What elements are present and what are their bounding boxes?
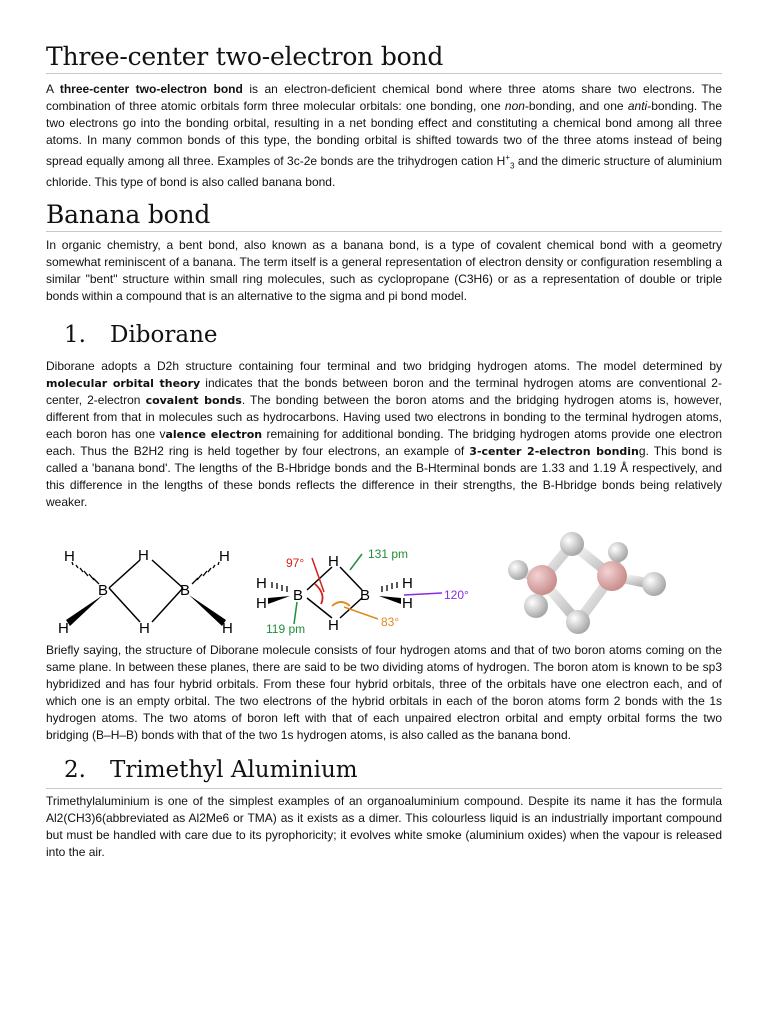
- paragraph-diborane: Diborane adopts a D2h structure containing four terminal and two bridging hydrogen atoms. The model determined by molecular orbital theory indicates that the bonds between boron and the terminal hydrogen atoms are conventional 2-center, 2-electron covalent bonds. The bonding between the boron atoms and the bridging hydrogen atoms is, however, different from that in molecules such as hydrocarbons. Having used two electrons in bonding to the terminal hydrogen atoms, each boron has one valence electron remaining for additional bonding. The bridging hydrogen atoms provide one electron each. Thus the B2H2 ring is held together by four electrons, an example of 3-center 2-electron bonding. This bond is called a 'banana bond'. The lengths of the B-Hbridge bonds and the B-Hterminal bonds are 1.33 and 1.19 Å respectively, and this difference in the lengths of these bonds reflects the difference in their strengths, the B-Hbridge bonds being relatively weaker.: [46, 359, 722, 509]
- term-covalent-bonds: covalent bonds: [145, 394, 242, 407]
- paragraph-three-center-bond: A three-center two-electron bond is an electron-deficient chemical bond where three atoms share two electrons. The combination of three atomic orbitals form three molecular orbitals: one bonding, one non-bonding, and one anti-bonding. The two electrons go into the bonding orbital, resulting in a net bonding effect and constituting a chemical bond among all three atoms. In many common bonds of this type, the bonding orbital is shifted towards two of the three atoms instead of being spread equally among all three. Examples of 3c-2e bonds are the trihydrogen cation $H^+_3$ and the dimeric structure of aluminium chloride. This type of bond is also called banana bond.: [46, 82, 722, 190]
- term-mo-theory: molecular orbital theory: [46, 377, 201, 390]
- term-3c2e-bonding: 3-center 2-electron bondin: [469, 445, 639, 458]
- atom-h-label: H: [222, 620, 233, 637]
- term-three-center-bond: three-center two-electron bond: [59, 82, 243, 96]
- paragraph-banana-bond: In organic chemistry, a bent bond, also known as a banana bond, is a type of covalent chemical bond with a geometry somewhat reminiscent of a banana. The term itself is a general representation of electron density or configuration resembling a similar "bent" structure within small ring molecules, such as cyclopropane (C3H6) or as a representation of double or triple bonds within a compound that is an alternative to the sigma and pi bond model.: [46, 238, 722, 303]
- atom-b-label: B: [98, 582, 109, 599]
- term-valence-electron: alence electron: [165, 428, 263, 441]
- diborane-annotated-figure: [252, 540, 482, 640]
- atom-h-label: H: [256, 575, 267, 592]
- atom-b-label: B: [360, 587, 371, 604]
- atom-h-label: H: [328, 553, 339, 570]
- heading-rule: [46, 788, 722, 789]
- atom-h-label: H: [328, 617, 339, 634]
- atom-h-label: H: [256, 595, 267, 612]
- heading-rule: [46, 73, 722, 74]
- heading-trimethyl-aluminium: 2. Trimethyl Aluminium: [64, 757, 358, 783]
- length-label: 131 pm: [368, 547, 409, 561]
- heading-diborane: 1. Diborane: [64, 322, 218, 348]
- atom-h-label: H: [138, 547, 149, 564]
- atom-h-label: H: [58, 620, 69, 637]
- atom-h-label: H: [219, 548, 230, 565]
- atom-h-label: H: [139, 620, 150, 637]
- atom-h-label: H: [402, 595, 413, 612]
- atom-h-label: H: [64, 548, 75, 565]
- paragraph-trimethyl-aluminium: Trimethylaluminium is one of the simplest examples of an organoaluminium compound. Despite its name it has the formula Al2(CH3)6(abbreviated as Al2Me6 or TMA) as it exists as a dimer. This colourless liquid is an industrially important compound but must be handled with care due to its pyrophoricity; it evolves white smoke (aluminium oxides) when the vapour is released into the air.: [46, 794, 722, 859]
- heading-rule: [46, 231, 722, 232]
- length-label: 119 pm: [266, 622, 306, 636]
- heading-banana-bond: Banana bond: [46, 200, 211, 229]
- angle-label: 97°: [286, 556, 305, 570]
- heading-three-center-bond: Three-center two-electron bond: [46, 42, 444, 71]
- diborane-ball-stick-figure: [494, 526, 686, 636]
- paragraph-diborane-structure: Briefly saying, the structure of Diborane molecule consists of four hydrogen atoms and that of two boron atoms coming on the same plane. In between these planes, there are said to be two dividing atoms of hydrogen. The boron atom is known to be sp3 hybridized and has four hybrid orbitals. From these four hybrid orbitals, three of the orbitals have one electron each, and of which one is an empty orbital. The two electrons of the hybrid orbitals in each of the boron atoms form 2 bonds with the 1s hydrogen atoms. The two atoms of boron left with that of each unpaired electron orbital and empty orbital forms the two bridging (B–H–B) bonds with that of the two 1s hydrogen atoms, is also called as the banana bond.: [46, 643, 722, 742]
- angle-label: 120°: [444, 588, 469, 602]
- atom-h-label: H: [402, 575, 413, 592]
- angle-label: 83°: [381, 615, 400, 629]
- diborane-skeletal-figure: [46, 536, 246, 638]
- atom-b-label: B: [180, 582, 191, 599]
- atom-b-label: B: [293, 587, 304, 604]
